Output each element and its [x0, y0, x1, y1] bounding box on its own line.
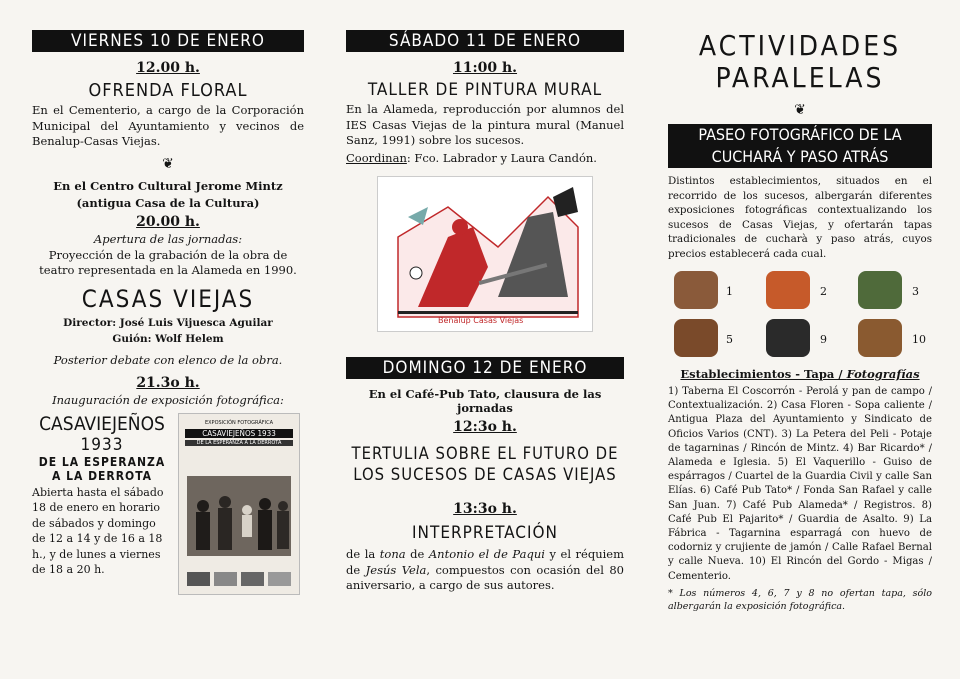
route-intro: Distintos establecimientos, situados en el recorrido de los sucesos, albergarán diferentes exposiciones fotográficas contextualizando los sucesos de Casas Viejas, y ofertarán tapas tradicionales de cucharà y paso atrás, cuyos precios establecerá cada cual. [668, 175, 932, 260]
venue-line: (antigua Casa de la Cultura) [76, 195, 260, 210]
venue-line: En el Café-Pub Tato, clausura de las jornadas [368, 387, 602, 415]
text-run: y el réquiem de [346, 547, 625, 577]
tapa-number: 5 [726, 333, 733, 346]
legend-text: Fotografías [846, 367, 920, 381]
coordinators-names: : Fco. Labrador y Laura Candón. [406, 150, 597, 165]
column-friday [32, 0, 304, 679]
poster-subtitle: DE LA ESPERANZA A LA DERROTA [185, 440, 293, 446]
ornament-icon: ❦ [162, 155, 174, 172]
legend-text: Establecimientos - Tapa / [680, 367, 847, 381]
tapa-number: 1 [726, 285, 733, 298]
section-title: PARALELAS [715, 61, 885, 94]
event-title: TERTULIA SOBRE EL FUTURO DE [351, 444, 619, 463]
exhibition-poster [178, 413, 300, 595]
tapa-number: 2 [820, 285, 827, 298]
exhibition-year: 1933 [80, 434, 124, 455]
text-run: Antonio el de Paqui [428, 547, 545, 561]
tapa-number: 10 [912, 333, 926, 346]
credit-line: Director: José Luis Vijuesca Aguilar [63, 316, 273, 329]
tapa-photo [674, 319, 718, 357]
tapa-photo [858, 319, 902, 357]
tapa-photo [766, 319, 810, 357]
exhibition-hours: Abierta hasta el sábado 18 de enero en horario de sábados y domingo de 12 a 14 y de 16 a 18 h., y de lunes a viernes de 18 a 20 h. [32, 485, 164, 576]
poster-kicker: EXPOSICIÓN FOTOGRÁFICA [204, 419, 274, 426]
event-title: TALLER DE PINTURA MURAL [367, 80, 603, 100]
event-description: En el Cementerio, a cargo de la Corporación Municipal del Ayuntamiento y vecinos de Benalup-Casas Viejas. [32, 103, 304, 148]
text-run: de [405, 547, 429, 561]
text-run: , compuestos con ocasión del 80 aniversario, a cargo de sus autores. [346, 562, 624, 592]
route-title [668, 124, 932, 168]
column-parallel-activities [668, 0, 932, 679]
event-description [346, 547, 624, 594]
poster-logos [187, 572, 291, 586]
poster-photo-figures [187, 476, 291, 556]
time-label: 20.00 h. [136, 213, 200, 230]
day-header-friday: VIERNES 10 DE ENERO [32, 30, 304, 52]
tapas-gallery [668, 267, 932, 363]
day-header-sunday: DOMINGO 12 DE ENERO [346, 357, 624, 379]
time-label: 12.00 h. [136, 60, 200, 76]
event-description: En la Alameda, reproducción por alumnos del IES Casas Viejas de la pintura mural (Manuel Sanz, 1991) sobre los sucesos. [346, 102, 624, 147]
exhibition-subtitle: A LA DERROTA [51, 468, 153, 483]
tapa-photo [766, 271, 810, 309]
play-title: CASAS VIEJAS [81, 284, 255, 313]
venue-line: En el Centro Cultural Jerome Mintz [53, 178, 283, 193]
poster-photo [187, 476, 291, 556]
tapa-photo [858, 271, 902, 309]
poster-title: CASAVIEJEÑOS 1933 [185, 429, 293, 438]
ornament-icon: ❦ [794, 102, 806, 118]
event-subtitle: Inauguración de exposición fotográfica: [52, 392, 284, 407]
time-label: 11:00 h. [452, 60, 518, 76]
tapa-photo [674, 271, 718, 309]
route-title-line: CUCHARÁ Y PASO ATRÁS [711, 147, 889, 166]
credit-line: Guión: Wolf Helem [112, 332, 224, 345]
mural-caption: Benalup Casas Viejas [438, 316, 524, 325]
establishments-list: 1) Taberna El Coscorrón - Perolá y pan de campo / Contextualización. 2) Casa Floren - Sopa caliente / Antigua Plaza del Ayuntamiento y Sindicato de Oficios Varios (CNT). 3) La Petera del Peli - Potaje de tagarninas / Rincón de Mintz. 4) Bar Ricardo* / Alameda e Iglesia. 5) El Vaquerillo - Guiso de espárragos / Cuartel de la Guardia Civil y calle San Elías. 6) Café Pub Tato* / Fonda San Rafael y calle San Juan. 7) Café Pub Alameda* / Registros. 8) Café Pub El Pajarito* / Guardia de Asalto. 9) La Fábrica - Tagarnina esparragá con huevo de codorniz y crujiente de jamón / Calle Rafael Bernal y calle Nueva. 10) El Rincón del Gordo - Migas / Cementerio. [668, 386, 932, 582]
coordinators-line [346, 151, 624, 167]
time-label: 21.3o h. [136, 374, 200, 391]
text-run: tona [379, 547, 406, 561]
event-title: OFRENDA FLORAL [88, 80, 248, 101]
mural-illustration [378, 177, 592, 331]
exhibition-title: CASAVIEJEÑOS [39, 412, 165, 435]
exhibition-subtitle: DE LA ESPERANZA [38, 454, 166, 469]
event-subtitle: Apertura de las jornadas: [93, 231, 243, 246]
tapa-number: 9 [820, 333, 827, 346]
tapa-number: 3 [912, 285, 919, 298]
column-saturday-sunday [346, 0, 624, 679]
day-header-saturday: SÁBADO 11 DE ENERO [346, 30, 624, 52]
mural-image [377, 176, 593, 332]
text-run: de la [346, 547, 380, 561]
legend-heading [668, 367, 932, 381]
time-label: 12:3o h. [453, 419, 517, 435]
event-title: LOS SUCESOS DE CASAS VIEJAS [353, 465, 617, 484]
section-title: ACTIVIDADES [698, 29, 902, 62]
event-note: Posterior debate con elenco de la obra. [53, 352, 283, 367]
coordinators-label: Coordinan [346, 150, 407, 165]
footnote: * Los números 4, 6, 7 y 8 no ofertan tapa, sólo albergarán la exposición fotográfica. [668, 587, 932, 612]
event-description: Proyección de la grabación de la obra de teatro representada en la Alameda en 1990. [39, 247, 297, 277]
text-run: Jesús Vela [365, 562, 427, 577]
time-label: 13:3o h. [453, 501, 517, 517]
route-title-line: PASEO FOTOGRÁFICO DE LA [698, 125, 902, 144]
event-title: INTERPRETACIÓN [412, 523, 558, 543]
